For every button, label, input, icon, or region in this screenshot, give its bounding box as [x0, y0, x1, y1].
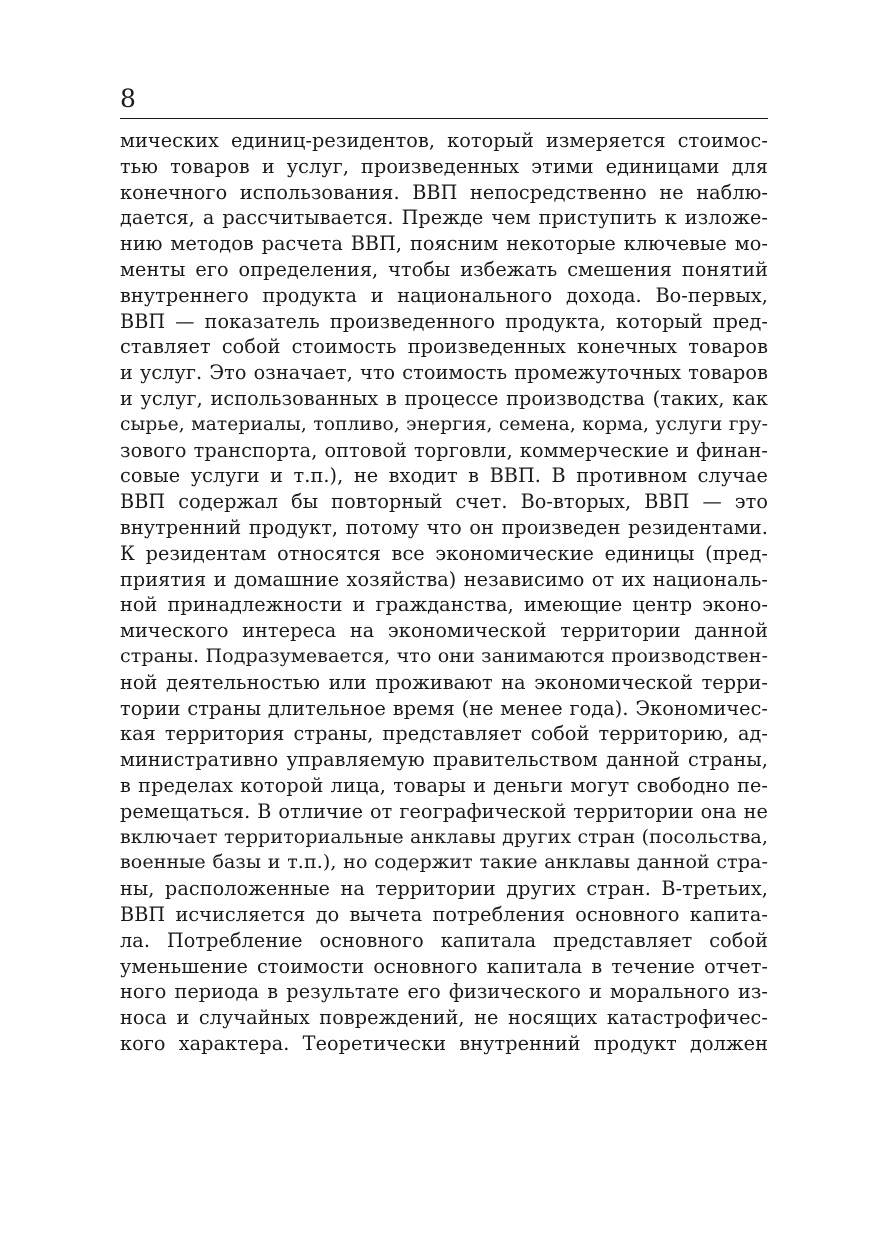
text-line: министративно управляемую правительством данной страны,: [120, 748, 768, 772]
text-line: мических единиц-резидентов, который измеряется стоимос-: [120, 129, 768, 152]
text-line: нию методов расчета ВВП, поясним некоторые ключевые мо-: [120, 232, 768, 256]
text-line: внутренний продукт, потому что он произведен резидентами.: [120, 515, 768, 539]
text-line: и услуг, использованных в процессе производства (таких, как: [120, 386, 768, 410]
text-line: ремещаться. В отличие от географической территории она не: [120, 799, 768, 823]
text-line: ВВП содержал бы повторный счет. Во-вторых, ВВП — это: [120, 490, 768, 514]
text-line: совые услуги и т.п.), не входит в ВВП. В противном случае: [120, 464, 768, 488]
text-line: кая территория страны, представляет собой территорию, ад-: [120, 722, 768, 746]
text-line: К резидентам относятся все экономические единицы (пред-: [120, 541, 768, 565]
text-line: тью товаров и услуг, произведенных этими единицами для: [120, 154, 768, 178]
text-line: сырье, материалы, топливо, энергия, семена, корма, услуги гру-: [120, 413, 768, 435]
text-line: ного периода в результате его физического и морального из-: [120, 980, 768, 1004]
text-line: тории страны длительное время (не менее года). Экономичес-: [120, 696, 768, 720]
text-line: зового транспорта, оптовой торговли, коммерческие и финан-: [120, 438, 768, 462]
text-line: и услуг. Это означает, что стоимость промежуточных товаров: [120, 361, 768, 385]
text-line: ВВП исчисляется до вычета потребления основного капита-: [120, 902, 768, 926]
text-line: носа и случайных повреждений, не носящих катастрофичес-: [120, 1006, 768, 1030]
text-line: кого характера. Теоретически внутренний продукт должен: [120, 1031, 768, 1055]
text-line: в пределах которой лица, товары и деньги могут свободно пе-: [120, 773, 768, 797]
text-line: мического интереса на экономической территории данной: [120, 619, 768, 643]
text-line: ны, расположенные на территории других стран. В-третьих,: [120, 877, 768, 901]
text-line: уменьшение стоимости основного капитала в течение отчет-: [120, 954, 768, 978]
text-line: страны. Подразумевается, что они занимаются производствен-: [120, 644, 768, 667]
body-text: [120, 128, 768, 1057]
text-line: внутреннего продукта и национального дохода. Во-первых,: [120, 283, 768, 307]
text-line: менты его определения, чтобы избежать смешения понятий: [120, 257, 768, 281]
text-line: военные базы и т.п.), но содержит такие анклавы данной стра-: [120, 851, 768, 874]
text-line: дается, а рассчитывается. Прежде чем приступить к изложе-: [120, 206, 768, 230]
text-line: включает территориальные анклавы других стран (посольства,: [120, 825, 768, 848]
text-line: ВВП — показатель произведенного продукта, который пред-: [120, 309, 768, 333]
page-header: [120, 84, 768, 119]
text-line: конечного использования. ВВП непосредственно не наблю-: [120, 180, 768, 204]
text-line: ной деятельностью или проживают на экономической терри-: [120, 670, 768, 694]
text-line: ставляет собой стоимость произведенных конечных товаров: [120, 335, 768, 359]
text-line: ной принадлежности и гражданства, имеющие центр эконо-: [120, 593, 768, 617]
text-line: приятия и домашние хозяйства) независимо от их националь-: [120, 567, 768, 591]
text-line: ла. Потребление основного капитала представляет собой: [120, 928, 768, 952]
page-number: 8: [120, 84, 136, 113]
